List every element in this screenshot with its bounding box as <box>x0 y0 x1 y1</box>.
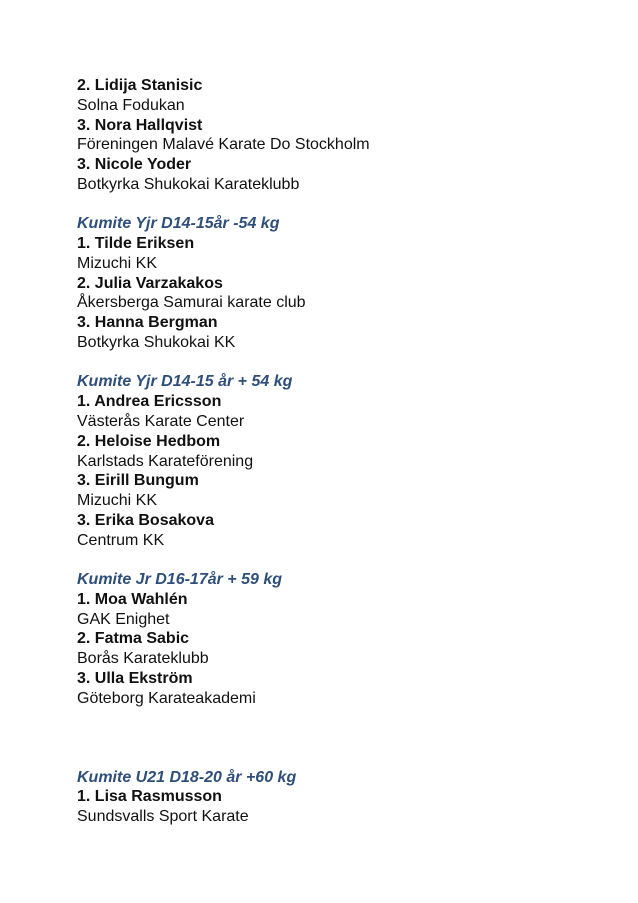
category-heading: Kumite Yjr D14-15 år + 54 kg <box>77 373 293 391</box>
entry-name: 1. Lisa Rasmusson <box>77 788 222 806</box>
entry-club: Centrum KK <box>77 531 165 549</box>
entry-name: 3. Hanna Bergman <box>77 314 218 332</box>
entry-club: Västerås Karate Center <box>77 412 245 430</box>
document-page <box>77 76 617 827</box>
category-section <box>77 570 617 709</box>
category-section <box>77 372 617 550</box>
entry-name: 1. Moa Wahlén <box>77 590 188 608</box>
entry-name: 3. Nora Hallqvist <box>77 116 203 134</box>
entry-club: Karlstads Karateförening <box>77 452 254 470</box>
entry-club: GAK Enighet <box>77 610 170 628</box>
entry-name: 1. Tilde Eriksen <box>77 235 195 253</box>
entry-club: Botkyrka Shukokai KK <box>77 334 236 352</box>
category-heading: Kumite Yjr D14-15år -54 kg <box>77 215 280 233</box>
entry-name: 3. Nicole Yoder <box>77 156 192 174</box>
category-heading: Kumite Jr D16-17år + 59 kg <box>77 571 282 589</box>
entry-club: Göteborg Karateakademi <box>77 689 256 707</box>
entry-name: 3. Ulla Ekström <box>77 670 193 688</box>
entry-name: 3. Erika Bosakova <box>77 511 214 529</box>
entry-club: Borås Karateklubb <box>77 650 209 668</box>
entry-club: Solna Fodukan <box>77 96 185 114</box>
entry-club: Åkersberga Samurai karate club <box>77 294 306 312</box>
entry-club: Mizuchi KK <box>77 254 158 272</box>
intro-results <box>77 76 617 195</box>
entry-name: 2. Heloise Hedbom <box>77 432 221 450</box>
category-heading: Kumite U21 D18-20 år +60 kg <box>77 768 297 786</box>
entry-club: Sundsvalls Sport Karate <box>77 808 249 826</box>
entry-name: 1. Andrea Ericsson <box>77 393 222 411</box>
entry-name: 2. Julia Varzakakos <box>77 274 223 292</box>
entry-name: 2. Lidija Stanisic <box>77 77 203 94</box>
category-section <box>77 214 617 353</box>
entry-name: 3. Eirill Bungum <box>77 472 199 490</box>
category-section <box>77 768 617 827</box>
entry-club: Föreningen Malavé Karate Do Stockholm <box>77 136 370 154</box>
entry-club: Botkyrka Shukokai Karateklubb <box>77 175 300 193</box>
entry-club: Mizuchi KK <box>77 492 158 510</box>
entry-name: 2. Fatma Sabic <box>77 630 190 648</box>
